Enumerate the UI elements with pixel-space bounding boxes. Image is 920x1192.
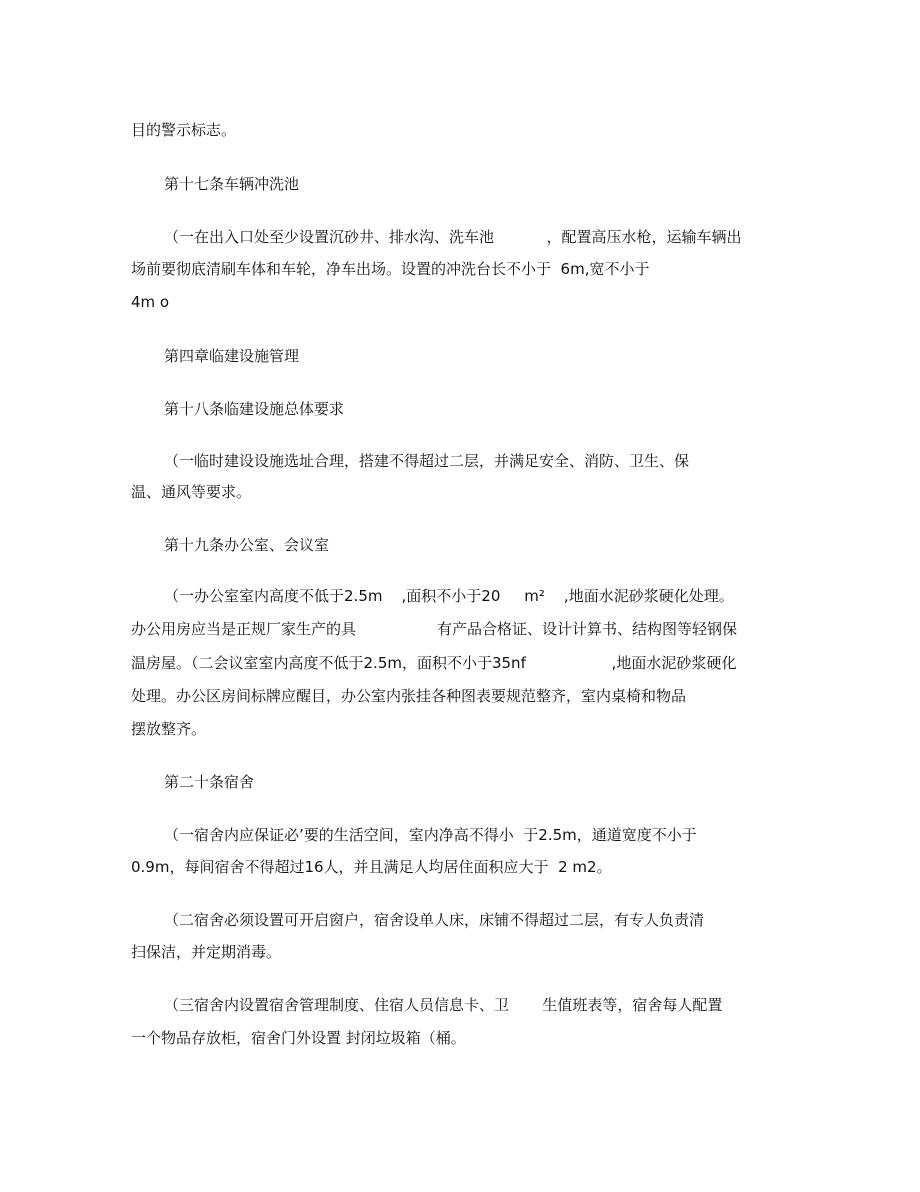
text-line: 温房屋。（二会议室室内高度不低于2.5m，面积不小于35nf ,地面水泥砂浆硬化 xyxy=(131,654,737,672)
article-heading: 第十九条办公室、会议室 xyxy=(164,536,330,554)
text-line: （一宿舍内应保证必’要的生活空间，室内净高不得小 于2.5m，通道宽度不小于 xyxy=(164,826,697,844)
text-line: （一临时建设设施选址合理，搭建不得超过二层，并满足安全、消防、卫生、保 xyxy=(164,452,690,470)
text-line: （三宿舍内设置宿舍管理制度、住宿人员信息卡、卫 生值班表等，宿舍每人配置 xyxy=(164,996,723,1014)
text-line: 摆放整齐。 xyxy=(131,720,207,738)
text-line: 办公用房应当是正规厂家生产的具 有产品合格证、设计计算书、结构图等轻钢保 xyxy=(131,620,738,638)
text-line: 场前要彻底清刷车体和车轮，净车出场。设置的冲洗台长不小于 6m,宽不小于 xyxy=(131,260,650,278)
text-line: 目的警示标志。 xyxy=(131,121,237,139)
article-heading: 第二十条宿舍 xyxy=(164,773,255,791)
text-line: 温、通风等要求。 xyxy=(131,483,252,501)
text-line: 处理。办公区房间标牌应醒目，办公室内张挂各种图表要规范整齐，室内桌椅和物品 xyxy=(131,687,687,705)
chapter-heading: 第四章临建设施管理 xyxy=(164,347,300,365)
text-line: 4m o xyxy=(131,293,170,311)
article-heading: 第十八条临建设施总体要求 xyxy=(164,400,345,418)
text-line: （一办公室室内高度不低于2.5m ,面积不小于20 m² ,地面水泥砂浆硬化处理。 xyxy=(164,587,734,605)
text-line: （一在出入口处至少设置沉砂井、排水沟、洗车池 ，配置高压水枪，运输车辆出 xyxy=(164,228,742,246)
text-line: 扫保洁，并定期消毒。 xyxy=(131,943,282,961)
text-line: 0.9m，每间宿舍不得超过16人，并且满足人均居住面积应大于 2 m2。 xyxy=(131,858,612,876)
text-line: 一个物品存放柜，宿舍门外设置 封闭垃圾箱（桶。 xyxy=(131,1029,466,1047)
text-line: （二宿舍必须设置可开启窗户，宿舍设单人床，床铺不得超过二层，有专人负责清 xyxy=(164,911,705,929)
article-heading: 第十七条车辆冲洗池 xyxy=(164,175,300,193)
